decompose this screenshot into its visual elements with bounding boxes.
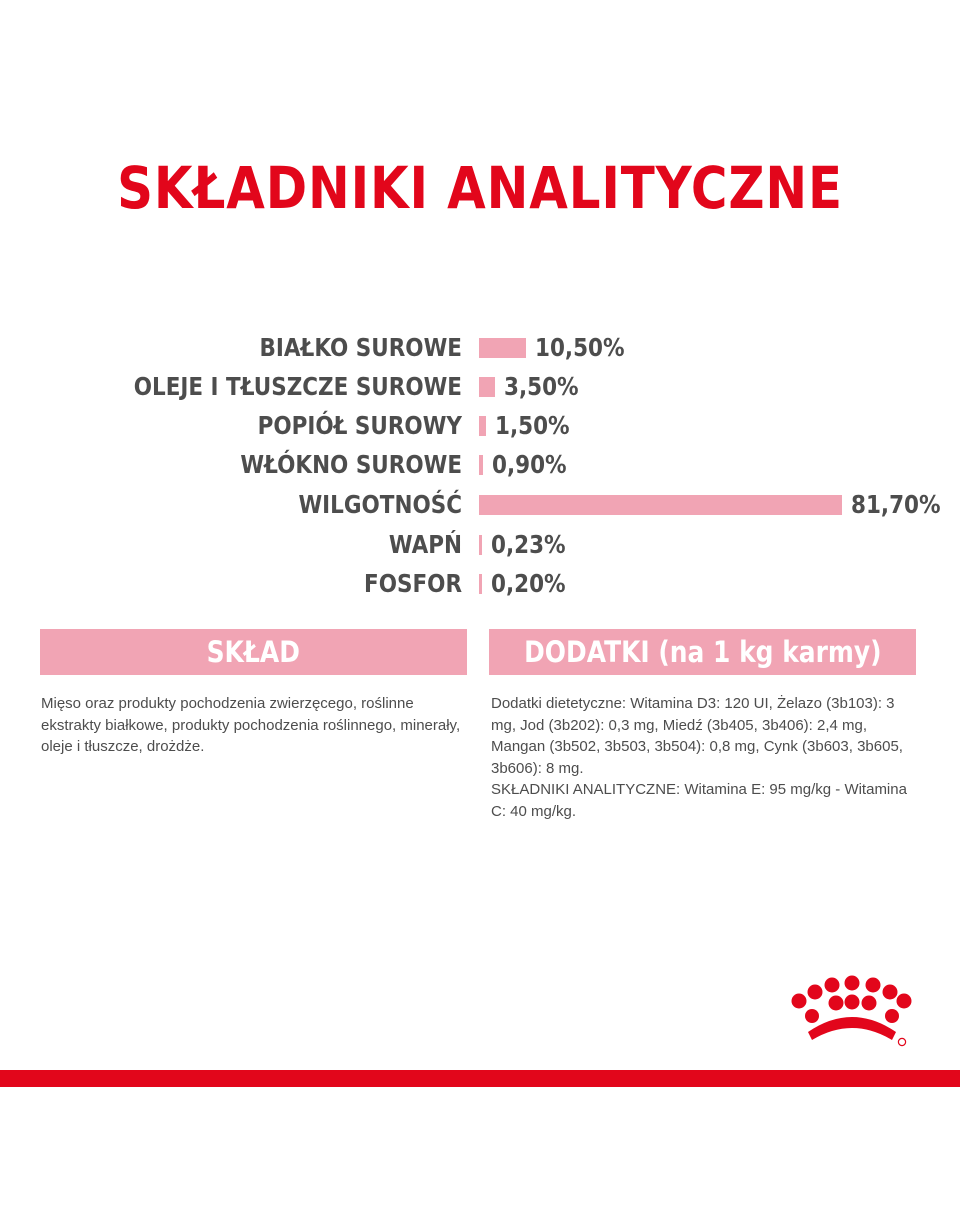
value-label: 0,20%: [491, 569, 566, 598]
value-bar: [479, 455, 483, 475]
crown-dot: [845, 976, 860, 991]
category-label: WŁÓKNO SUROWE: [240, 450, 462, 479]
additives-paragraph: Dodatki dietetyczne: Witamina D3: 120 UI, Żelazo (3b103): 3 mg, Jod (3b202): 0,3 mg, Miedź (3b405, 3b406): 2,4 mg, Mangan (3b502, 3b503, 3b504): 0,8 mg, Cynk (3b603, 3b605, 3b606): 8 mg.: [491, 695, 903, 777]
crown-dot: [897, 994, 912, 1009]
value-bar: [479, 574, 482, 594]
crown-dot: [862, 996, 877, 1011]
ingredients-heading: [40, 629, 467, 675]
category-label: FOSFOR: [364, 569, 462, 598]
footer-red-band: [0, 1070, 960, 1087]
value-bar: [479, 377, 495, 397]
crown-dot: [845, 995, 860, 1010]
category-label: WILGOTNOŚĆ: [298, 490, 462, 519]
value-label: 10,50%: [534, 333, 625, 362]
additives-text: [491, 693, 916, 822]
value-bar: [479, 416, 486, 436]
crown-dot: [883, 985, 898, 1000]
value-label: 0,23%: [491, 530, 566, 559]
category-label: BIAŁKO SUROWE: [259, 333, 462, 362]
category-label: WAPŃ: [388, 530, 462, 559]
ingredients-heading-label: SKŁAD: [206, 635, 301, 669]
value-bar: [479, 338, 526, 358]
value-label: 0,90%: [491, 450, 567, 479]
crown-dot: [829, 996, 844, 1011]
category-label: POPIÓŁ SUROWY: [257, 411, 462, 440]
crown-dot: [808, 985, 823, 1000]
page-title: SKŁADNIKI ANALITYCZNE: [117, 154, 843, 222]
value-label: 3,50%: [503, 372, 579, 401]
crown-dot: [805, 1009, 819, 1023]
additives-heading-label: DODATKI (na 1 kg karmy): [523, 635, 882, 669]
royal-canin-crown-icon: [786, 972, 916, 1052]
additives-heading: [489, 629, 916, 675]
crown-dot: [866, 978, 881, 993]
registered-mark: [898, 1038, 905, 1045]
category-label: OLEJE I TŁUSZCZE SUROWE: [133, 372, 462, 401]
value-label: 81,70%: [851, 490, 941, 519]
crown-band: [808, 1017, 896, 1040]
value-label: 1,50%: [494, 411, 570, 440]
ingredients-paragraph: Mięso oraz produkty pochodzenia zwierzęcego, roślinne ekstrakty białkowe, produkty pochodzenia roślinnego, minerały, oleje i tłuszcze, drożdże.: [41, 695, 461, 755]
ingredients-text: [41, 693, 461, 758]
crown-dot: [825, 978, 840, 993]
value-bar: [479, 495, 842, 515]
additives-analytical-paragraph: SKŁADNIKI ANALITYCZNE: Witamina E: 95 mg/kg - Witamina C: 40 mg/kg.: [491, 781, 907, 820]
value-bar: [479, 535, 482, 555]
crown-dot: [885, 1009, 899, 1023]
crown-dot: [792, 994, 807, 1009]
